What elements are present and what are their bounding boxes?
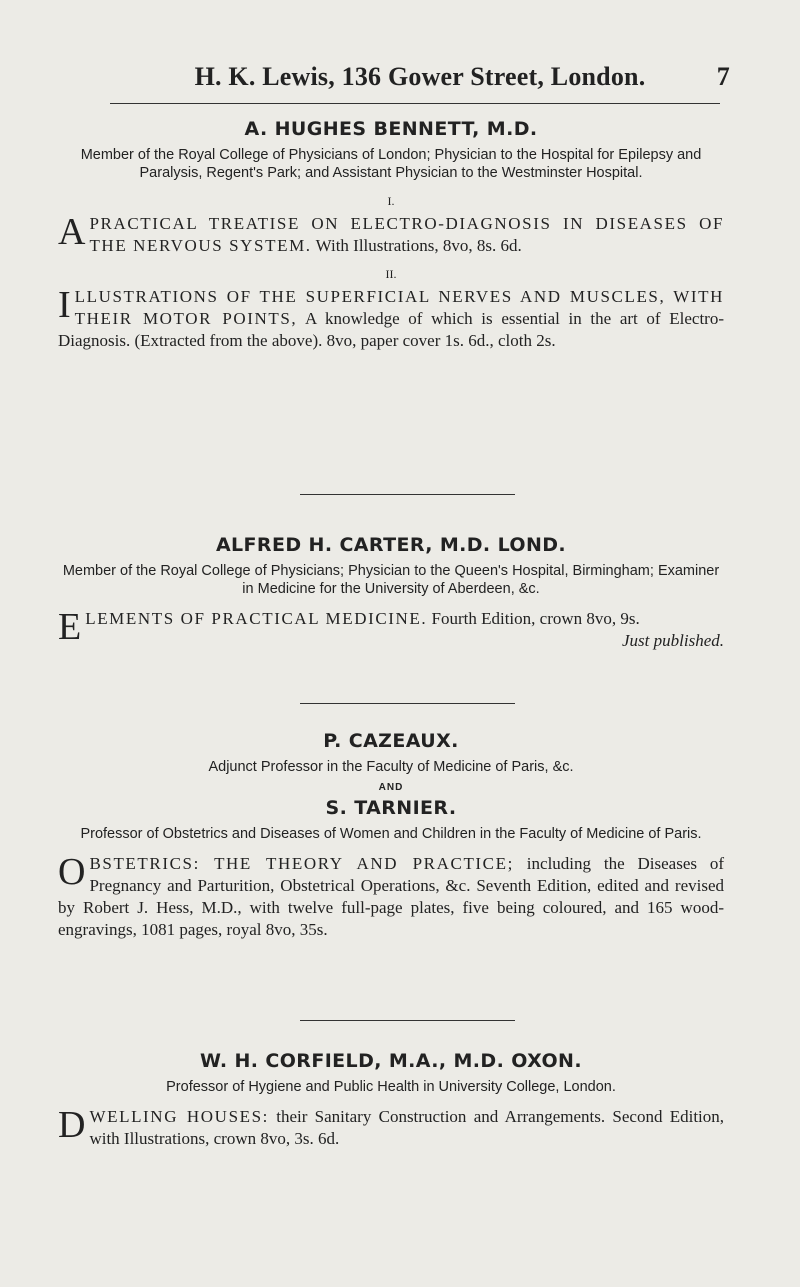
author-name: A. HUGHES BENNETT, M.D. <box>244 118 538 140</box>
work-entry <box>58 213 724 257</box>
page-number: 7 <box>716 62 730 91</box>
drop-cap: D <box>58 1104 86 1146</box>
work-details: With Illustrations, 8vo, 8s. 6d. <box>315 236 522 255</box>
drop-cap: O <box>58 851 86 893</box>
author-bio: Member of the Royal College of Physicians; Physician to the Queen's Hospital, Birmingham; Examiner in Medicine for the University of Aberdeen, &c. <box>62 563 720 597</box>
conjunction-label: AND <box>378 782 404 793</box>
work-numeral: II. <box>385 267 397 281</box>
author-name-2: S. TARNIER. <box>325 797 457 819</box>
header-title: H. K. Lewis, 136 Gower Street, London. <box>194 62 646 91</box>
work-details: including the Diseases of Pregnancy and Parturition, Obstetrical Operations, &c. Seventh Edition, edited and revised by Robert J. Hess, M.D., with twelve full-page plates, five being coloured, and 165 wood-engravings, 1081 pages, royal 8vo, 35s. <box>58 854 724 939</box>
drop-cap: A <box>58 211 86 253</box>
author-section-bennett <box>58 118 724 352</box>
author-name: ALFRED H. CARTER, M.D. LOND. <box>215 534 567 556</box>
work-details: their Sanitary Construction and Arrangements. Second Edition, with Illustrations, crown 8vo, 3s. 6d. <box>89 1107 725 1148</box>
author-name: P. CAZEAUX. <box>323 730 459 752</box>
work-entry <box>58 1106 724 1150</box>
section-divider <box>300 703 515 704</box>
work-title: PRACTICAL TREATISE ON ELECTRO-DIAGNOSIS IN DISEASES OF THE NERVOUS SYSTEM. <box>89 214 724 255</box>
section-divider <box>300 1020 515 1021</box>
author-section-corfield <box>58 1050 724 1150</box>
author-bio: Adjunct Professor in the Faculty of Medicine of Paris, &c. <box>208 759 574 775</box>
header-rule <box>110 103 720 104</box>
section-divider <box>300 494 515 495</box>
drop-cap: E <box>58 606 82 648</box>
work-numeral: I. <box>387 194 395 208</box>
page-header <box>110 62 730 92</box>
author-bio: Professor of Hygiene and Public Health in University College, London. <box>166 1079 616 1095</box>
author-bio-2: Professor of Obstetrics and Diseases of Women and Children in the Faculty of Medicine of Paris. <box>80 826 702 842</box>
work-entry <box>58 286 724 352</box>
work-details: Fourth Edition, crown 8vo, 9s. <box>431 609 640 628</box>
work-title: LEMENTS OF PRACTICAL MEDICINE. <box>85 609 428 628</box>
author-section-cazeaux-tarnier <box>58 730 724 941</box>
author-section-carter <box>58 534 724 652</box>
work-entry <box>58 853 724 941</box>
work-title: LLUSTRATIONS OF THE SUPERFICIAL NERVES AND MUSCLES, WITH THEIR MOTOR POINTS, <box>74 287 724 328</box>
work-title: BSTETRICS: THE THEORY AND PRACTICE; <box>89 854 514 873</box>
work-entry <box>58 606 724 650</box>
publication-note: Just published. <box>622 631 724 650</box>
author-name: W. H. CORFIELD, M.A., M.D. OXON. <box>200 1050 582 1072</box>
drop-cap: I <box>58 284 71 326</box>
work-details: A knowledge of which is essential in the art of Electro-Diagnosis. (Extracted from the above). 8vo, paper cover 1s. 6d., cloth 2s. <box>58 309 725 350</box>
author-bio: Member of the Royal College of Physicians of London; Physician to the Hospital for Epilepsy and Paralysis, Regent's Park; and Assistant Physician to the Westminster Hospital. <box>80 147 702 181</box>
work-title: WELLING HOUSES: <box>89 1107 269 1126</box>
